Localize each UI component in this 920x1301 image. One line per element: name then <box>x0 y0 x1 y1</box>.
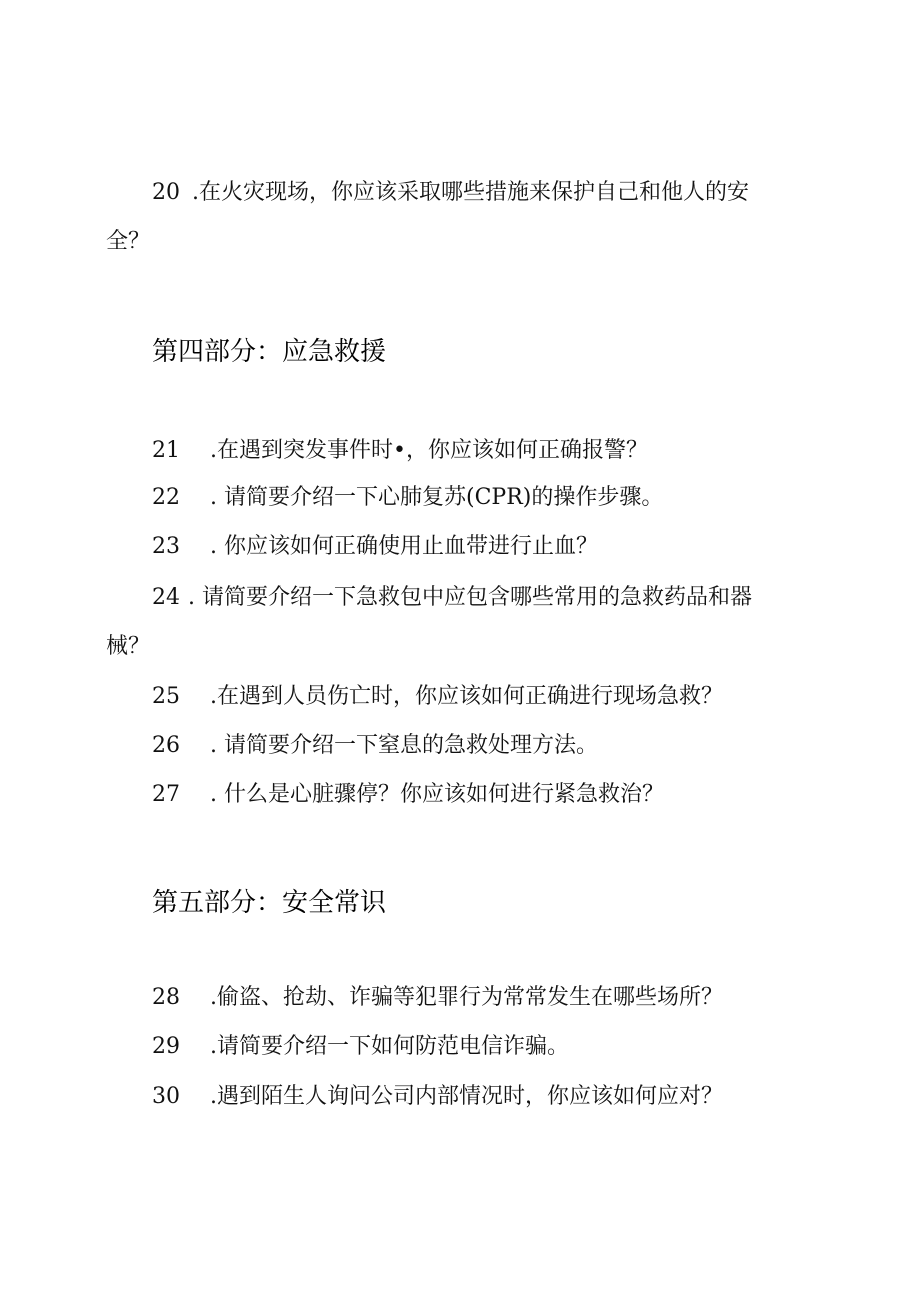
question-number: 20 <box>152 180 180 205</box>
question-20-continuation: 全？ <box>106 229 151 254</box>
question-20 <box>152 178 749 208</box>
question-text: . 什么是心脏骤停？你应该如何进行紧急救治？ <box>210 782 664 807</box>
question-23 <box>152 532 598 562</box>
question-text: . 请简要介绍一下窒息的急救处理方法。 <box>210 733 598 758</box>
question-text: .在遇到人员伤亡时，你应该如何正确进行现场急救？ <box>210 684 723 709</box>
question-text: . 请简要介绍一下急救包中应包含哪些常用的急救药品和器 <box>188 585 752 610</box>
question-number: 30 <box>152 1084 180 1109</box>
question-26 <box>152 731 598 761</box>
section-heading-part4: 第四部分：应急救援 <box>152 337 387 367</box>
question-text: .偷盗、抢劫、诈骗等犯罪行为常常发生在哪些场所？ <box>210 985 723 1010</box>
question-text: .在遇到突发事件时•，你应该如何正确报警？ <box>210 438 648 463</box>
question-text: . 请简要介绍一下心肺复苏(CPR)的操作步骤。 <box>210 485 664 510</box>
question-25 <box>152 682 723 712</box>
question-number: 22 <box>152 485 180 510</box>
question-24-continuation: 械？ <box>106 634 151 659</box>
question-text: .遇到陌生人询问公司内部情况时，你应该如何应对？ <box>210 1084 723 1109</box>
question-27 <box>152 780 664 810</box>
question-text: .请简要介绍一下如何防范电信诈骗。 <box>210 1034 569 1059</box>
question-29 <box>152 1032 569 1062</box>
question-number: 27 <box>152 782 180 807</box>
question-24 <box>152 583 752 613</box>
question-number: 24 <box>152 585 180 610</box>
question-30 <box>152 1082 723 1112</box>
question-number: 25 <box>152 684 180 709</box>
question-21 <box>152 436 648 466</box>
question-text: . 你应该如何正确使用止血带进行止血？ <box>210 534 598 559</box>
question-28 <box>152 983 723 1013</box>
question-number: 26 <box>152 733 180 758</box>
section-heading-part5: 第五部分：安全常识 <box>152 888 387 918</box>
question-text: .在火灾现场，你应该采取哪些措施来保护自己和他人的安 <box>192 180 749 205</box>
question-22 <box>152 483 663 513</box>
question-number: 28 <box>152 985 180 1010</box>
question-number: 29 <box>152 1034 180 1059</box>
question-number: 21 <box>152 438 180 463</box>
question-number: 23 <box>152 534 180 559</box>
